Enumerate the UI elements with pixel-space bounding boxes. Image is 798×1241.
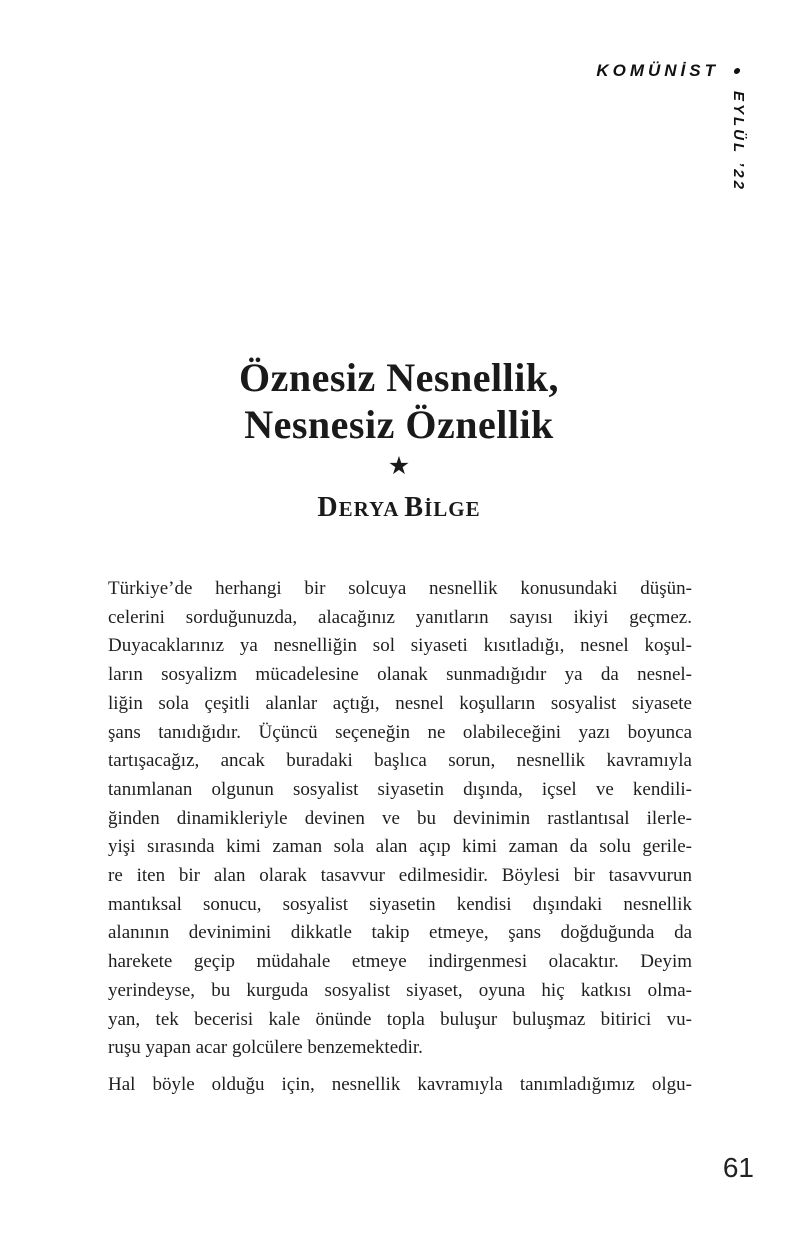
body-line: yişi sırasında kimi zaman sola alan açıp kimi zaman da solu gerile- — [108, 836, 692, 858]
body-line: şans tanıdığıdır. Üçüncü seçeneğin ne olabileceğini yazı boyunca — [108, 721, 692, 743]
body-line: Hal böyle olduğu için, nesnellik kavramıyla tanımladığımız olgu- — [108, 1074, 692, 1096]
body-line: Duyacaklarınız ya nesnelliğin sol siyaseti kısıtladığı, nesnel koşul- — [108, 635, 692, 657]
bullet-icon — [733, 68, 740, 74]
author-name: DERYA BİLGE — [317, 492, 481, 523]
article-header — [0, 354, 798, 524]
paragraph — [108, 575, 692, 1063]
page-number: 61 — [722, 1152, 754, 1183]
body-line: yerindeyse, bu kurguda sosyalist siyaset, oyuna hiç katkısı olma- — [108, 979, 692, 1001]
magazine-title: KOMÜNİST — [596, 61, 719, 80]
issue-date-vertical: EYLÜL ’22 — [730, 91, 747, 192]
body-line: ruşu yapan acar golcülere benzemektedir. — [108, 1037, 423, 1059]
body-line: tanımlanan olgunun sosyalist siyasetin dışında, içsel ve kendili- — [108, 778, 692, 800]
body-line: ğinden dinamikleriyle devinen ve bu devinimin rastlantısal ilerle- — [108, 807, 692, 829]
paragraph — [108, 1071, 692, 1100]
body-line: celerini sorduğunuzda, alacağınız yanıtların sayısı ikiyi geçmez. — [108, 606, 692, 628]
body-line: alanının devinimini dikkatle takip etmeye, şans doğduğunda da — [108, 922, 692, 944]
article-body — [108, 575, 692, 1109]
body-line: harekete geçip müdahale etmeye indirgenmesi olacaktır. Deyim — [108, 951, 692, 973]
article-title-line-2: Nesnesiz Öznellik — [244, 402, 554, 447]
body-line: yan, tek becerisi kale önünde topla buluşur buluşmaz bitirici vu- — [108, 1008, 692, 1030]
article-title-line-1: Öznesiz Nesnellik, — [238, 355, 560, 400]
article-title — [0, 354, 798, 448]
body-line: Türkiye’de herhangi bir solcuya nesnellik konusundaki düşün- — [108, 578, 692, 599]
body-line: re iten bir alan olarak tasavvur edilmesidir. Böylesi bir tasavvurun — [108, 865, 692, 887]
body-line: ların sosyalizm mücadelesine olanak sunmadığıdır ya da nesnel- — [108, 664, 692, 686]
body-line: mantıksal sonucu, sosyalist siyasetin kendisi dışındaki nesnellik — [108, 893, 692, 915]
body-line: tartışacağız, ancak buradaki başlıca sorun, nesnellik kavramıyla — [108, 750, 692, 772]
masthead — [596, 61, 740, 81]
body-line: liğin sola çeşitli alanlar açtığı, nesnel koşulların sosyalist siyasete — [108, 692, 692, 714]
star-icon: ★ — [387, 453, 411, 480]
